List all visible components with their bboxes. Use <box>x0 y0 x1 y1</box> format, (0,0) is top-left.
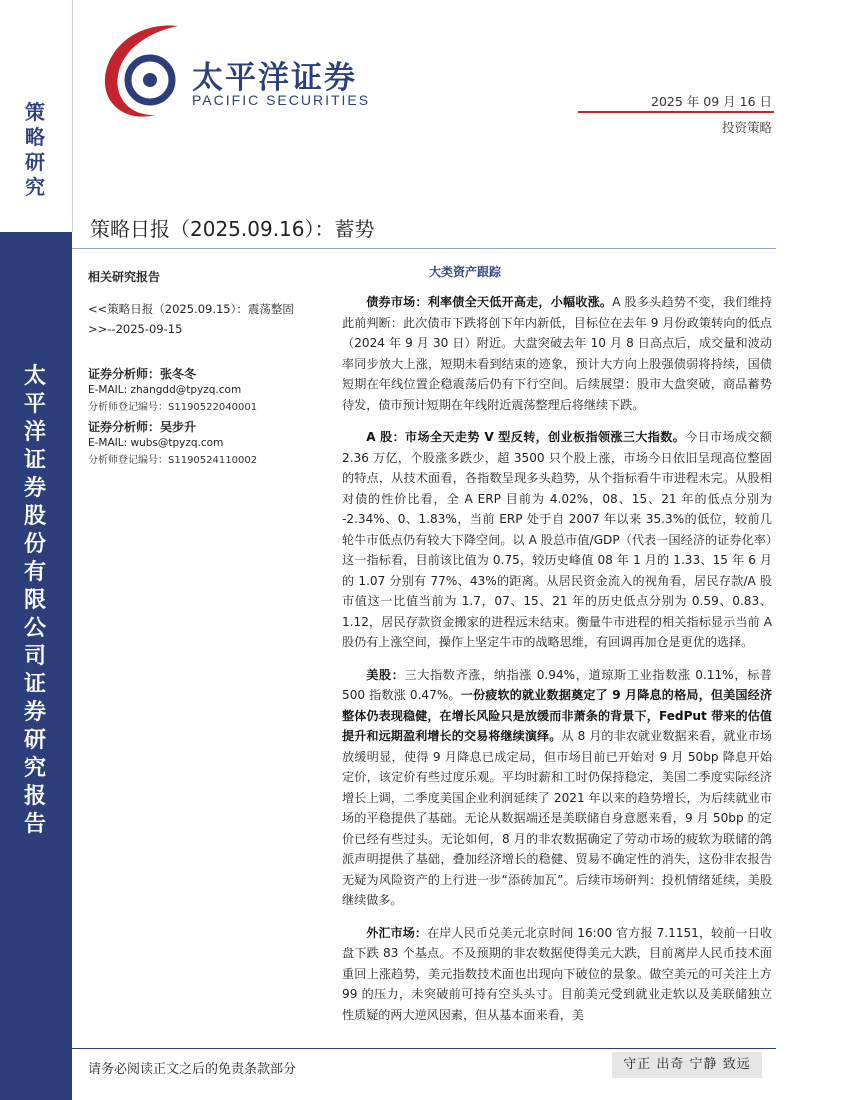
analyst-registration: 分析师登记编号：S1190524110002 <box>88 455 258 466</box>
paragraph-lead: A 股：市场全天走势 V 型反转，创业板指领涨三大指数。 <box>366 430 686 444</box>
page-title: 策略日报（2025.09.16）：蓄势 <box>90 217 375 241</box>
paragraph-lead: 美股： <box>366 667 405 682</box>
footer-divider <box>72 1048 776 1049</box>
sidebar <box>0 232 72 1100</box>
paragraph-lead: 债券市场：利率债全天低开高走，小幅收涨。 <box>366 295 613 309</box>
paragraph-body: 在岸人民币兑美元北京时间 16:00 官方报 7.1151，较前一日收盘下跌 83 个基点。不及预期的非农数据使得美元大跌，目前离岸人民币技术面重回上涨趋势，美元指数技术面也出现向下破位的景象。做空美元的可关注上方 99 的压力，未突破前可持有空头头寸。目前美元受到就业走软以及美联储独立性质疑的两大逆风因素，但从基本面来看，美 <box>342 925 772 1022</box>
paragraph-highlight: 一份疲软的就业数据奠定了 9 月降息的格局，但美国经济整体仍表现稳健，在增长风险只是放缓而非萧条的背景下，FedPut 带来的估值提升和远期盈利增长的交易将继续演绎。 <box>342 688 772 743</box>
report-category: 投资策略 <box>721 120 772 135</box>
analyst-heading: 证券分析师：张冬冬 <box>88 367 197 381</box>
sidebar-company-label: 太平洋证券股份有限公司证券研究报告 <box>23 363 46 837</box>
paragraph-body: 从 8 月的非农就业数据来看，就业市场放缓明显，使得 9 月降息已成定局，但市场目前已开始对 9 月 50bp 降息开始定价，该定价有些过度乐观。平均时薪和工时仍保持稳定，美国二季度实际经济增长上调，二季度美国企业利润延续了 2021 年以来的趋势增长，为后续就业市场的平稳提供了基础。无论从数据端还是美联储自身意愿来看，9 月 50bp 的定价已经有些过头。无论如何，8 月的非农数据确定了劳动市场的疲软为联储的鸽派声明提供了基础，叠加经济增长的稳健、贸易不确定性的消失，这份非农报告无疑为风险资产的上行进一步“添砖加瓦”。后续市场研判：投机情绪延续，美股继续做多。 <box>342 729 772 907</box>
analyst-heading: 证券分析师：吴步升 <box>88 420 197 434</box>
footer-motto: 守正 出奇 宁静 致远 <box>612 1052 762 1078</box>
paragraph-bond-market <box>342 292 772 415</box>
paragraph-a-share <box>342 427 772 653</box>
analyst-email[interactable]: E-MAIL: wubs@tpyzq.com <box>88 437 224 449</box>
logo-name-en: PACIFIC SECURITIES <box>192 92 371 108</box>
header-divider <box>578 111 774 113</box>
analyst-block <box>88 418 313 469</box>
report-date: 2025 年 09 月 16 日 <box>651 94 772 109</box>
main-content <box>342 263 772 1037</box>
section-heading <box>342 263 772 280</box>
logo-dot-icon <box>143 73 157 87</box>
related-report-link[interactable]: <<策略日报（2025.09.15）：震荡整固>>--2025-09-15 <box>88 302 294 336</box>
footer-disclaimer: 请务必阅读正文之后的免责条款部分 <box>88 1062 297 1077</box>
related-reports-heading: 相关研究报告 <box>88 270 161 284</box>
analyst-block <box>88 365 313 416</box>
left-column <box>88 268 313 469</box>
paragraph-body: 今日市场成交额 2.36 万亿，个股涨多跌少，超 3500 只个股上涨，市场今日依旧呈现高位整固的特点，从技术面看，各指数呈现多头趋势，从个指标看牛市进程未完。从股相对债的性价比看，全 A ERP 目前为 4.02%，08、15、21 年的低点分别为 -2.34%、0、1.83%，当前 ERP 处于自 2007 年以来 35.3%的低位，较前几轮牛市低点仍有较大下降空间。以 A 股总市值/GDP（代表一国经济的证券化率）这一指标看，目前该比值为 0.75，较历史峰值 08 年 1 月的 1.33、15 年 6 月的 1.07 分别有 77%、43%的距离。从居民资金流入的视角看，居民存款/A 股市值这一比值当前为 1.7，07、15、21 年的历史低点分别为 0.59、0.83、1.12，居民存款资金搬家的进程远未结束。衡量牛市进程的相关指标显示当前 A 股仍有上涨空间，操作上坚定牛市的战略思维，有回调再加仓是更优的选择。 <box>342 430 772 649</box>
analyst-email[interactable]: E-MAIL: zhangdd@tpyzq.com <box>88 384 242 396</box>
paragraph-body: 三大指数齐涨，纳指涨 0.94%，道琼斯工业指数涨 0.11%，标普 500 指数涨 0.47%。 <box>342 667 772 702</box>
sidebar-top <box>0 0 73 232</box>
paragraph-body: A 股多头趋势不变，我们维持此前判断：此次债市下跌将创下年内新低，目标位在去年 9 月份政策转向的低点（2024 年 9 月 30 日）附近。大盘突破去年 10 月 8 日高点后，成交量和波动率同步放大上涨，短期未看到结束的迹象，预计大方向上股强债弱将持续，国债短期在年线位置企稳震荡后仍有下行空间。后续展望：股市大盘突破，商品蓄势待发，债市预计短期在年线附近震荡整理后将继续下跌。 <box>342 295 772 412</box>
sidebar-top-label: 策略研究 <box>25 100 45 199</box>
logo-name-cn: 太平洋证券 <box>192 60 357 96</box>
paragraph-fx-market <box>342 923 772 1026</box>
paragraph-us-stocks <box>342 665 772 911</box>
section-heading-text: 大类资产跟踪 <box>428 265 501 279</box>
paragraph-lead: 外汇市场： <box>366 925 428 940</box>
title-divider <box>72 248 776 249</box>
analyst-registration: 分析师登记编号：S1190522040001 <box>88 402 258 413</box>
